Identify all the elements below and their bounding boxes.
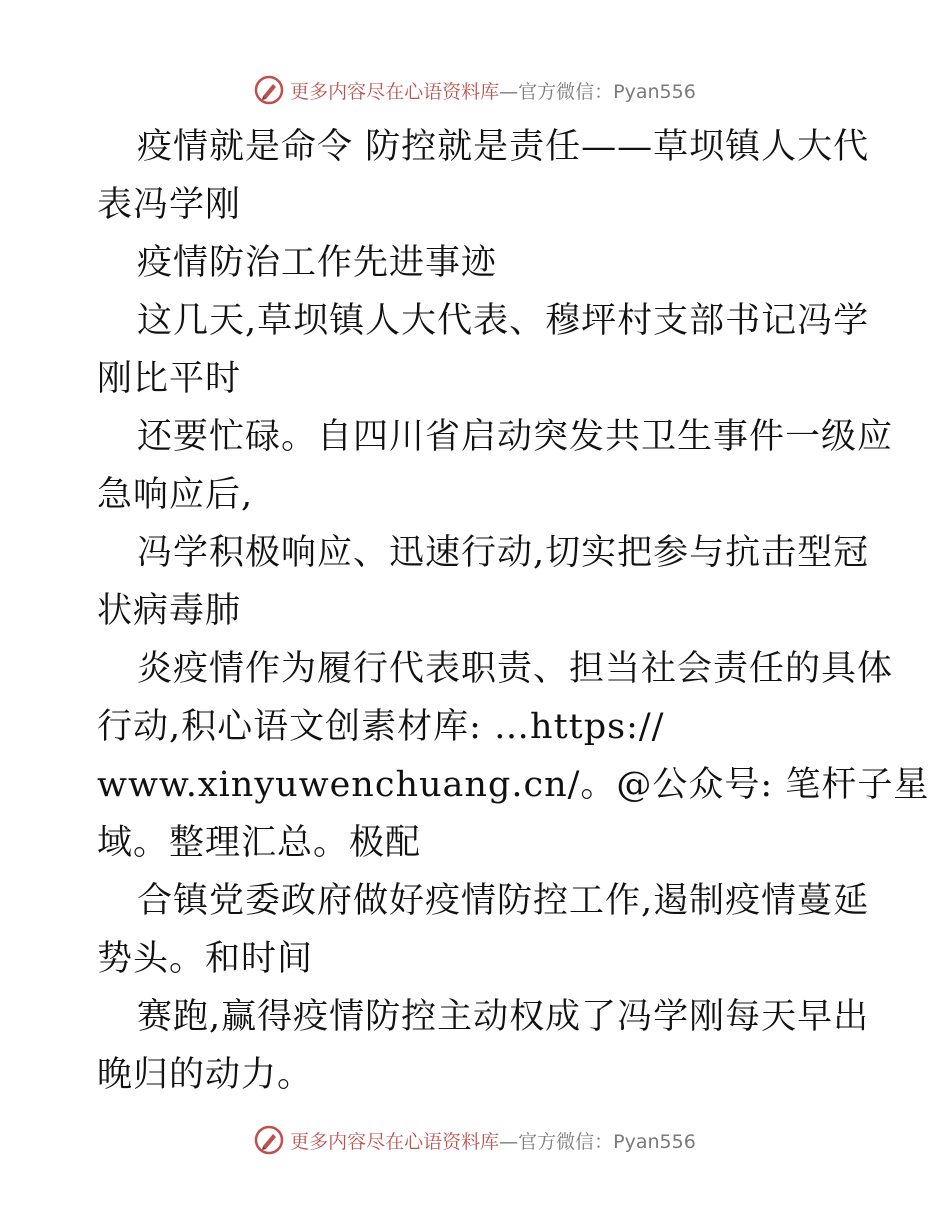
text-line: 还要忙碌。自四川省启动突发共卫生事件一级应 (137, 417, 894, 457)
text-line: 这几天,草坝镇人大代表、穆坪村支部书记冯学 (137, 301, 870, 341)
header-banner-inner (254, 75, 696, 105)
footer-banner-main: 更多内容尽在心语资料库 (290, 1130, 500, 1153)
pen-logo-icon (254, 1125, 284, 1155)
header-banner (0, 70, 950, 110)
header-banner-dash: — (499, 80, 519, 103)
text-line: 状病毒肺 (97, 591, 242, 631)
footer-banner-inner (254, 1125, 696, 1155)
text-line: 表冯学刚 (97, 185, 242, 225)
footer-banner-wechat: 官方微信：Pyan556 (518, 1130, 696, 1153)
text-line: 势头。和时间 (97, 939, 314, 979)
header-banner-wechat: 官方微信：Pyan556 (518, 80, 696, 103)
header-banner-main: 更多内容尽在心语资料库 (290, 80, 500, 103)
text-line: 疫情就是命令 防控就是责任——草坝镇人大代 (137, 127, 870, 167)
text-line: 冯学积极响应、迅速行动,切实把参与抗击型冠 (137, 533, 870, 573)
text-line: 晚归的动力。 (97, 1055, 314, 1095)
footer-banner (0, 1120, 950, 1160)
document-body (97, 118, 930, 1104)
header-banner-text (290, 77, 696, 104)
footer-banner-dash: — (499, 1130, 519, 1153)
text-line: 域。整理汇总。极配 (97, 823, 422, 863)
footer-banner-text (290, 1127, 696, 1154)
text-line: 行动,积心语文创素材库: …https:// (97, 707, 665, 747)
text-line: 赛跑,赢得疫情防控主动权成了冯学刚每天早出 (137, 997, 870, 1037)
text-line: 炎疫情作为履行代表职责、担当社会责任的具体 (137, 649, 894, 689)
pen-logo-icon (254, 75, 284, 105)
text-line: 疫情防治工作先进事迹 (137, 243, 498, 283)
text-line: 合镇党委政府做好疫情防控工作,遏制疫情蔓延 (137, 881, 870, 921)
text-line: 急响应后, (97, 475, 254, 515)
text-line: www.xinyuwenchuang.cn/。@公众号: 笔杆子星 (97, 765, 930, 805)
text-line: 刚比平时 (97, 359, 242, 399)
